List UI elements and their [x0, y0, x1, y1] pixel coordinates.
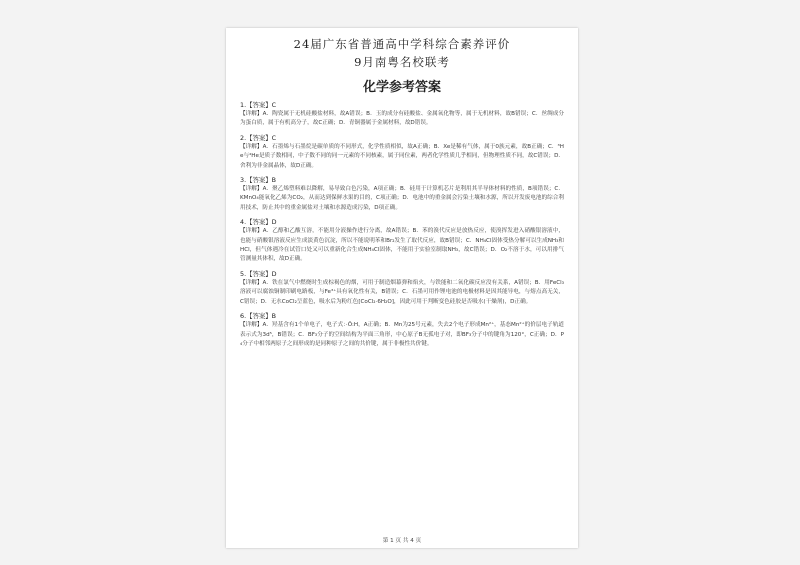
answer-sheet-page: [226, 28, 578, 548]
subject-title: 化学参考答案: [362, 80, 441, 95]
detail-text: A．羟基含有1个单电子，电子式：·Ö:H，A正确；B．Mn为25号元素，失去2个电子形成Mn²⁺，基态Mn²⁺的价层电子轨道表示式为3d⁵，B错误；C．BF₃分子的空间结构为平面三角形，中心原子B无孤电子对，即BF₃分子中的键角为120°，C正确；D．P₄分子中相邻两原子之间形成的是同种原子之间的共价键，属于非极性共价键。: [240, 322, 564, 347]
answer-line: 5.【答案】D: [240, 269, 277, 278]
detail-label: 【详解】: [240, 143, 263, 150]
document-header: [226, 36, 578, 95]
detail-paragraph: [240, 185, 564, 213]
detail-paragraph: [240, 227, 564, 265]
question-block-3: [226, 176, 578, 213]
detail-paragraph: [240, 321, 564, 349]
detail-label: 【详解】: [240, 279, 263, 286]
detail-text: A．石墨烯与石墨烷是碳单质的不同形式，化学性质相似，故A正确；B．Xe是稀有气体，属于0族元素，故B正确；C．³He与⁴He是质子数相同，中子数不同的同一元素的不同核素，属于同位素，两者化学性质几乎相同，但物理性质不同，故C错误；D．舍利为非金属晶体，故D正确。: [240, 143, 564, 169]
question-block-2: [226, 134, 578, 171]
answer-line: 3.【答案】B: [240, 176, 277, 185]
detail-label: 【详解】: [240, 186, 263, 193]
question-block-4: [226, 218, 578, 265]
answer-line: 6.【答案】B: [240, 312, 277, 321]
page-footer: 第 1 页 共 4 页: [382, 538, 422, 544]
detail-label: 【详解】: [240, 111, 263, 117]
document-title-line1: 24届广东省普通高中学科综合素养评价: [293, 37, 511, 51]
question-block-6: [226, 312, 578, 349]
detail-label: 【详解】: [240, 228, 263, 235]
detail-label: 【详解】: [240, 322, 263, 329]
detail-text: A．聚乙烯塑料难以降解，易导致白色污染，A项正确；B．硅用于计算机芯片是利用其半导体材料的性质，B项错误；C．KMnO₄能氧化乙烯为CO₂，从而达到保鲜水果的目的，C项正确；D．电池中的重金属会污染土壤和水源，所以开发废电池的综合利用技术，防止其中的重金属盐对土壤和水源造成污染，D项正确。: [240, 186, 564, 211]
detail-text: A．乙醇和乙酸互溶，不能用分液操作进行分离，故A错误；B．苯的溴代反应是放热反应，使溴挥发进入硝酸银溶液中，也能与硝酸银溶液反应生成淡黄色沉淀，所以不能说明苯和Br₂发生了取代反应，故B错误；C．NH₄Cl固体受热分解可以生成NH₃和HCl，但气体遇冷在试管口处又可以重新化合生成NH₄Cl固体，不能用于实验室制取NH₃，故C错误；D．O₂不溶于水，可以用排气管测量其体积，故D正确。: [240, 228, 564, 263]
detail-paragraph: [240, 279, 564, 307]
question-block-5: [226, 270, 578, 307]
question-block-1: [226, 101, 578, 129]
document-title-line2: 9月南粤名校联考: [354, 55, 450, 69]
answer-line: 4.【答案】D: [240, 218, 277, 227]
detail-text: A．铁在氯气中燃烧时生成棕褐色的烟，可用于制造烟幕弹和焰火，与铁能和二氧化碳反应没有关系，A错误；B．用FeCl₃溶液可以腐蚀铜制印刷电路板，与Fe³⁺具有氧化性有关，B错误；C．石墨可用作锂电池的电极材料是因其能导电，与熔点高无关，C错误；D．无水CoCl₂呈蓝色，吸水后为粉红色[CoCl₂·6H₂O]，因此可用于判断变色硅胶是否吸水(干燥剂)，D正确。: [240, 279, 564, 305]
detail-paragraph: [240, 143, 564, 171]
detail-text: A．陶瓷属于无机硅酸盐材料，故A错误；B．玉的成分有硅酸盐、金属氧化物等，属于无机材料，故B错误；C．丝绸成分为蛋白质，属于有机高分子，故C正确；D．青铜器属于金属材料，故D错误。: [240, 111, 564, 127]
answer-line: 1.【答案】C: [240, 101, 277, 109]
answer-line: 2.【答案】C: [240, 133, 277, 142]
detail-paragraph: [240, 110, 564, 129]
